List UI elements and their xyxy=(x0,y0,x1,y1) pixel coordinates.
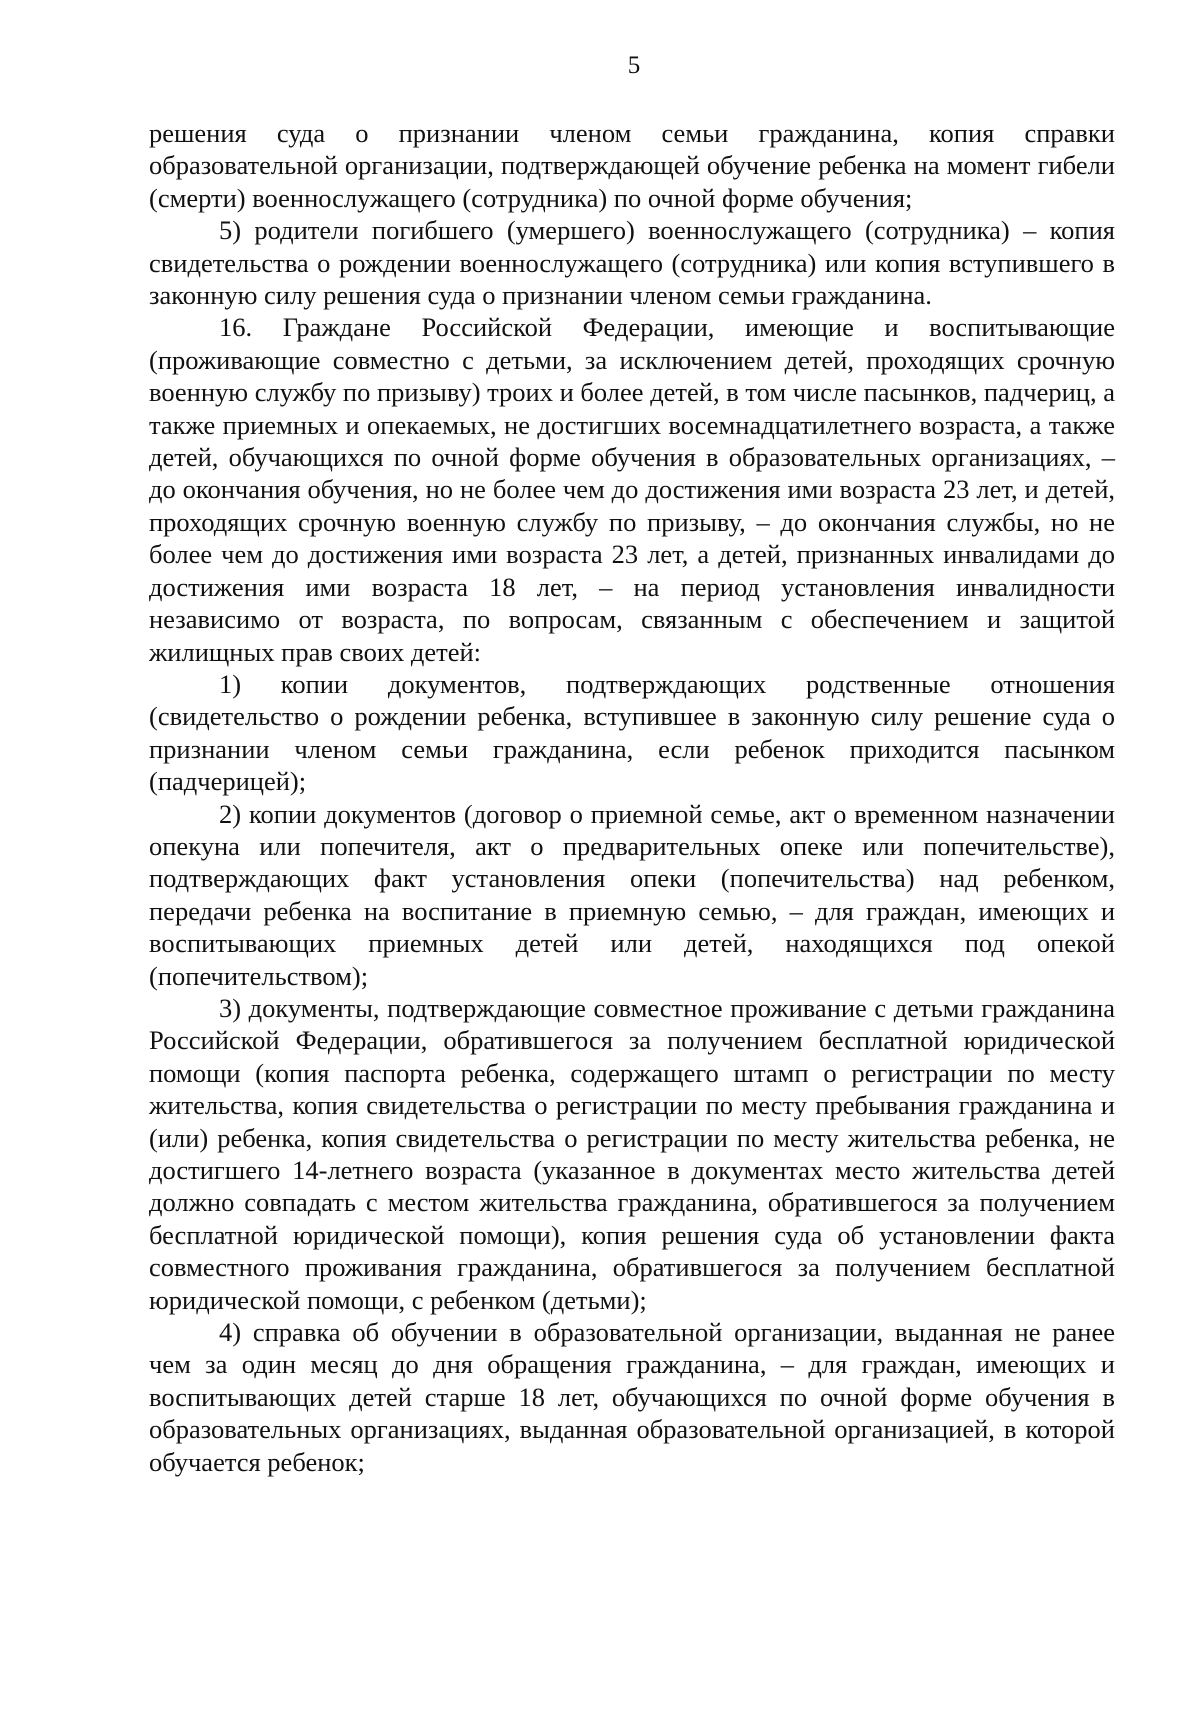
page-number: 5 xyxy=(627,52,641,79)
paragraph-item-5-parents: 5) родители погибшего (умершего) военнослужащего (сотрудника) – копия свидетельства о рождении военнослужащего (сотрудника) или копия вступившего в законную силу решения суда о признании членом семьи гражданина. xyxy=(149,215,1115,311)
document-body xyxy=(149,117,1115,1478)
paragraph-section-16: 16. Граждане Российской Федерации, имеющие и воспитывающие (проживающие совместно с детьми, за исключением детей, проходящих срочную военную службу по призыву) троих и более детей, в том числе пасынков, падчериц, а также приемных и опекаемых, не достигших восемнадцатилетнего возраста, а также детей, обучающихся по очной форме обучения в образовательных организациях, – до окончания обучения, но не более чем до достижения ими возраста 23 лет, и детей, проходящих срочную военную службу по призыву, – до окончания службы, но не более чем до достижения ими возраста 23 лет, а детей, признанных инвалидами до достижения ими возраста 18 лет, – на период установления инвалидности независимо от возраста, по вопросам, связанным с обеспечением и защитой жилищных прав своих детей: xyxy=(149,312,1115,667)
paragraph-item-1-kinship-documents: 1) копии документов, подтверждающих родственные отношения (свидетельство о рождении ребенка, вступившее в законную силу решение суда о признании членом семьи гражданина, если ребенок приходится пасынком (падчерицей); xyxy=(149,668,1115,797)
paragraph-continuation: решения суда о признании членом семьи гражданина, копия справки образовательной организации, подтверждающей обучение ребенка на момент гибели (смерти) военнослужащего (сотрудника) по очной форме обучения; xyxy=(149,118,1115,213)
paragraph-item-3-cohabitation-documents: 3) документы, подтверждающие совместное проживание с детьми гражданина Российской Федерации, обратившегося за получением бесплатной юридической помощи (копия паспорта ребенка, содержащего штамп о регистрации по месту жительства, копия свидетельства о регистрации по месту пребывания гражданина и (или) ребенка, копия свидетельства о регистрации по месту жительства ребенка, не достигшего 14-летнего возраста (указанное в документах место жительства детей должно совпадать с местом жительства гражданина, обратившегося за получением бесплатной юридической помощи), копия решения суда об установлении факта совместного проживания гражданина, обратившегося за получением бесплатной юридической помощи, с ребенком (детьми); xyxy=(149,992,1115,1315)
paragraph-item-2-guardianship-documents: 2) копии документов (договор о приемной семье, акт о временном назначении опекуна или попечителя, акт о предварительных опеке или попечительстве), подтверждающих факт установления опеки (попечительства) над ребенком, передачи ребенка на воспитание в приемную семью, – для граждан, имеющих и воспитывающих приемных детей или детей, находящихся под опекой (попечительством); xyxy=(149,798,1115,991)
paragraph-item-4-education-certificate: 4) справка об обучении в образовательной организации, выданная не ранее чем за один месяц до дня обращения гражданина, – для граждан, имеющих и воспитывающих детей старше 18 лет, обучающихся по очной форме обучения в образовательных организациях, выданная образовательной организацией, в которой обучается ребенок; xyxy=(149,1317,1115,1477)
